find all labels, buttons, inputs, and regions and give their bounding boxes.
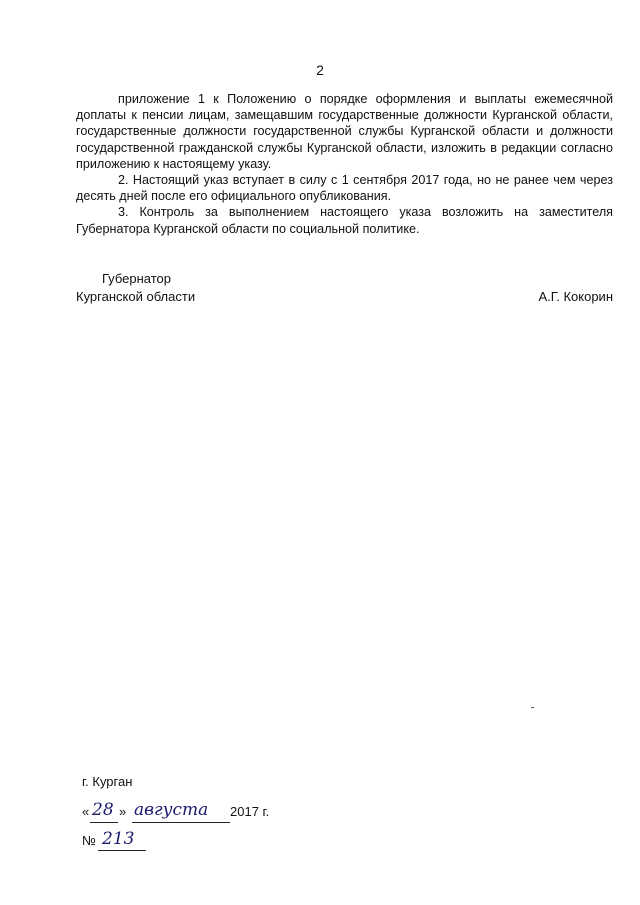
paragraph-appendix-continuation: приложение 1 к Положению о порядке оформления и выплаты ежемесячной доплаты к пенсии лицам, замещавшим государственные должности Курганской области, государственные должности государственной службы Курганской области и должности государственной гражданской службы Курганской области, изложить в редакции согласно приложению к настоящему указу. xyxy=(76,92,613,171)
page-number: 2 xyxy=(316,62,324,78)
signatory-title-line1: Губернатор xyxy=(102,271,171,286)
document-body xyxy=(76,91,613,237)
number-underline xyxy=(98,850,146,851)
document-number xyxy=(82,830,202,854)
date-day-handwritten: 28 xyxy=(92,800,114,820)
place-of-signing: г. Курган xyxy=(82,774,133,789)
date-open-quote: « xyxy=(82,804,90,819)
signatory-title-line2: Курганской области xyxy=(76,289,196,304)
paragraph-control: 3. Контроль за выполнением настоящего указа возложить на заместителя Губернатора Курганской области по социальной политике. xyxy=(76,205,613,236)
signatory-title xyxy=(76,270,195,306)
stray-mark xyxy=(531,707,534,708)
signing-date xyxy=(82,801,302,825)
month-underline xyxy=(132,822,230,823)
number-value-handwritten: 213 xyxy=(102,829,135,849)
date-month-handwritten: августа xyxy=(134,800,209,820)
date-close-quote: » xyxy=(119,804,127,819)
paragraph-effective-date: 2. Настоящий указ вступает в силу с 1 сентября 2017 года, но не ранее чем через десять дней после его официального опубликования. xyxy=(76,173,613,204)
signatory-name: А.Г. Кокорин xyxy=(538,289,613,304)
number-sign: № xyxy=(82,833,96,848)
date-year: 2017 г. xyxy=(230,804,270,819)
day-underline xyxy=(90,822,118,823)
